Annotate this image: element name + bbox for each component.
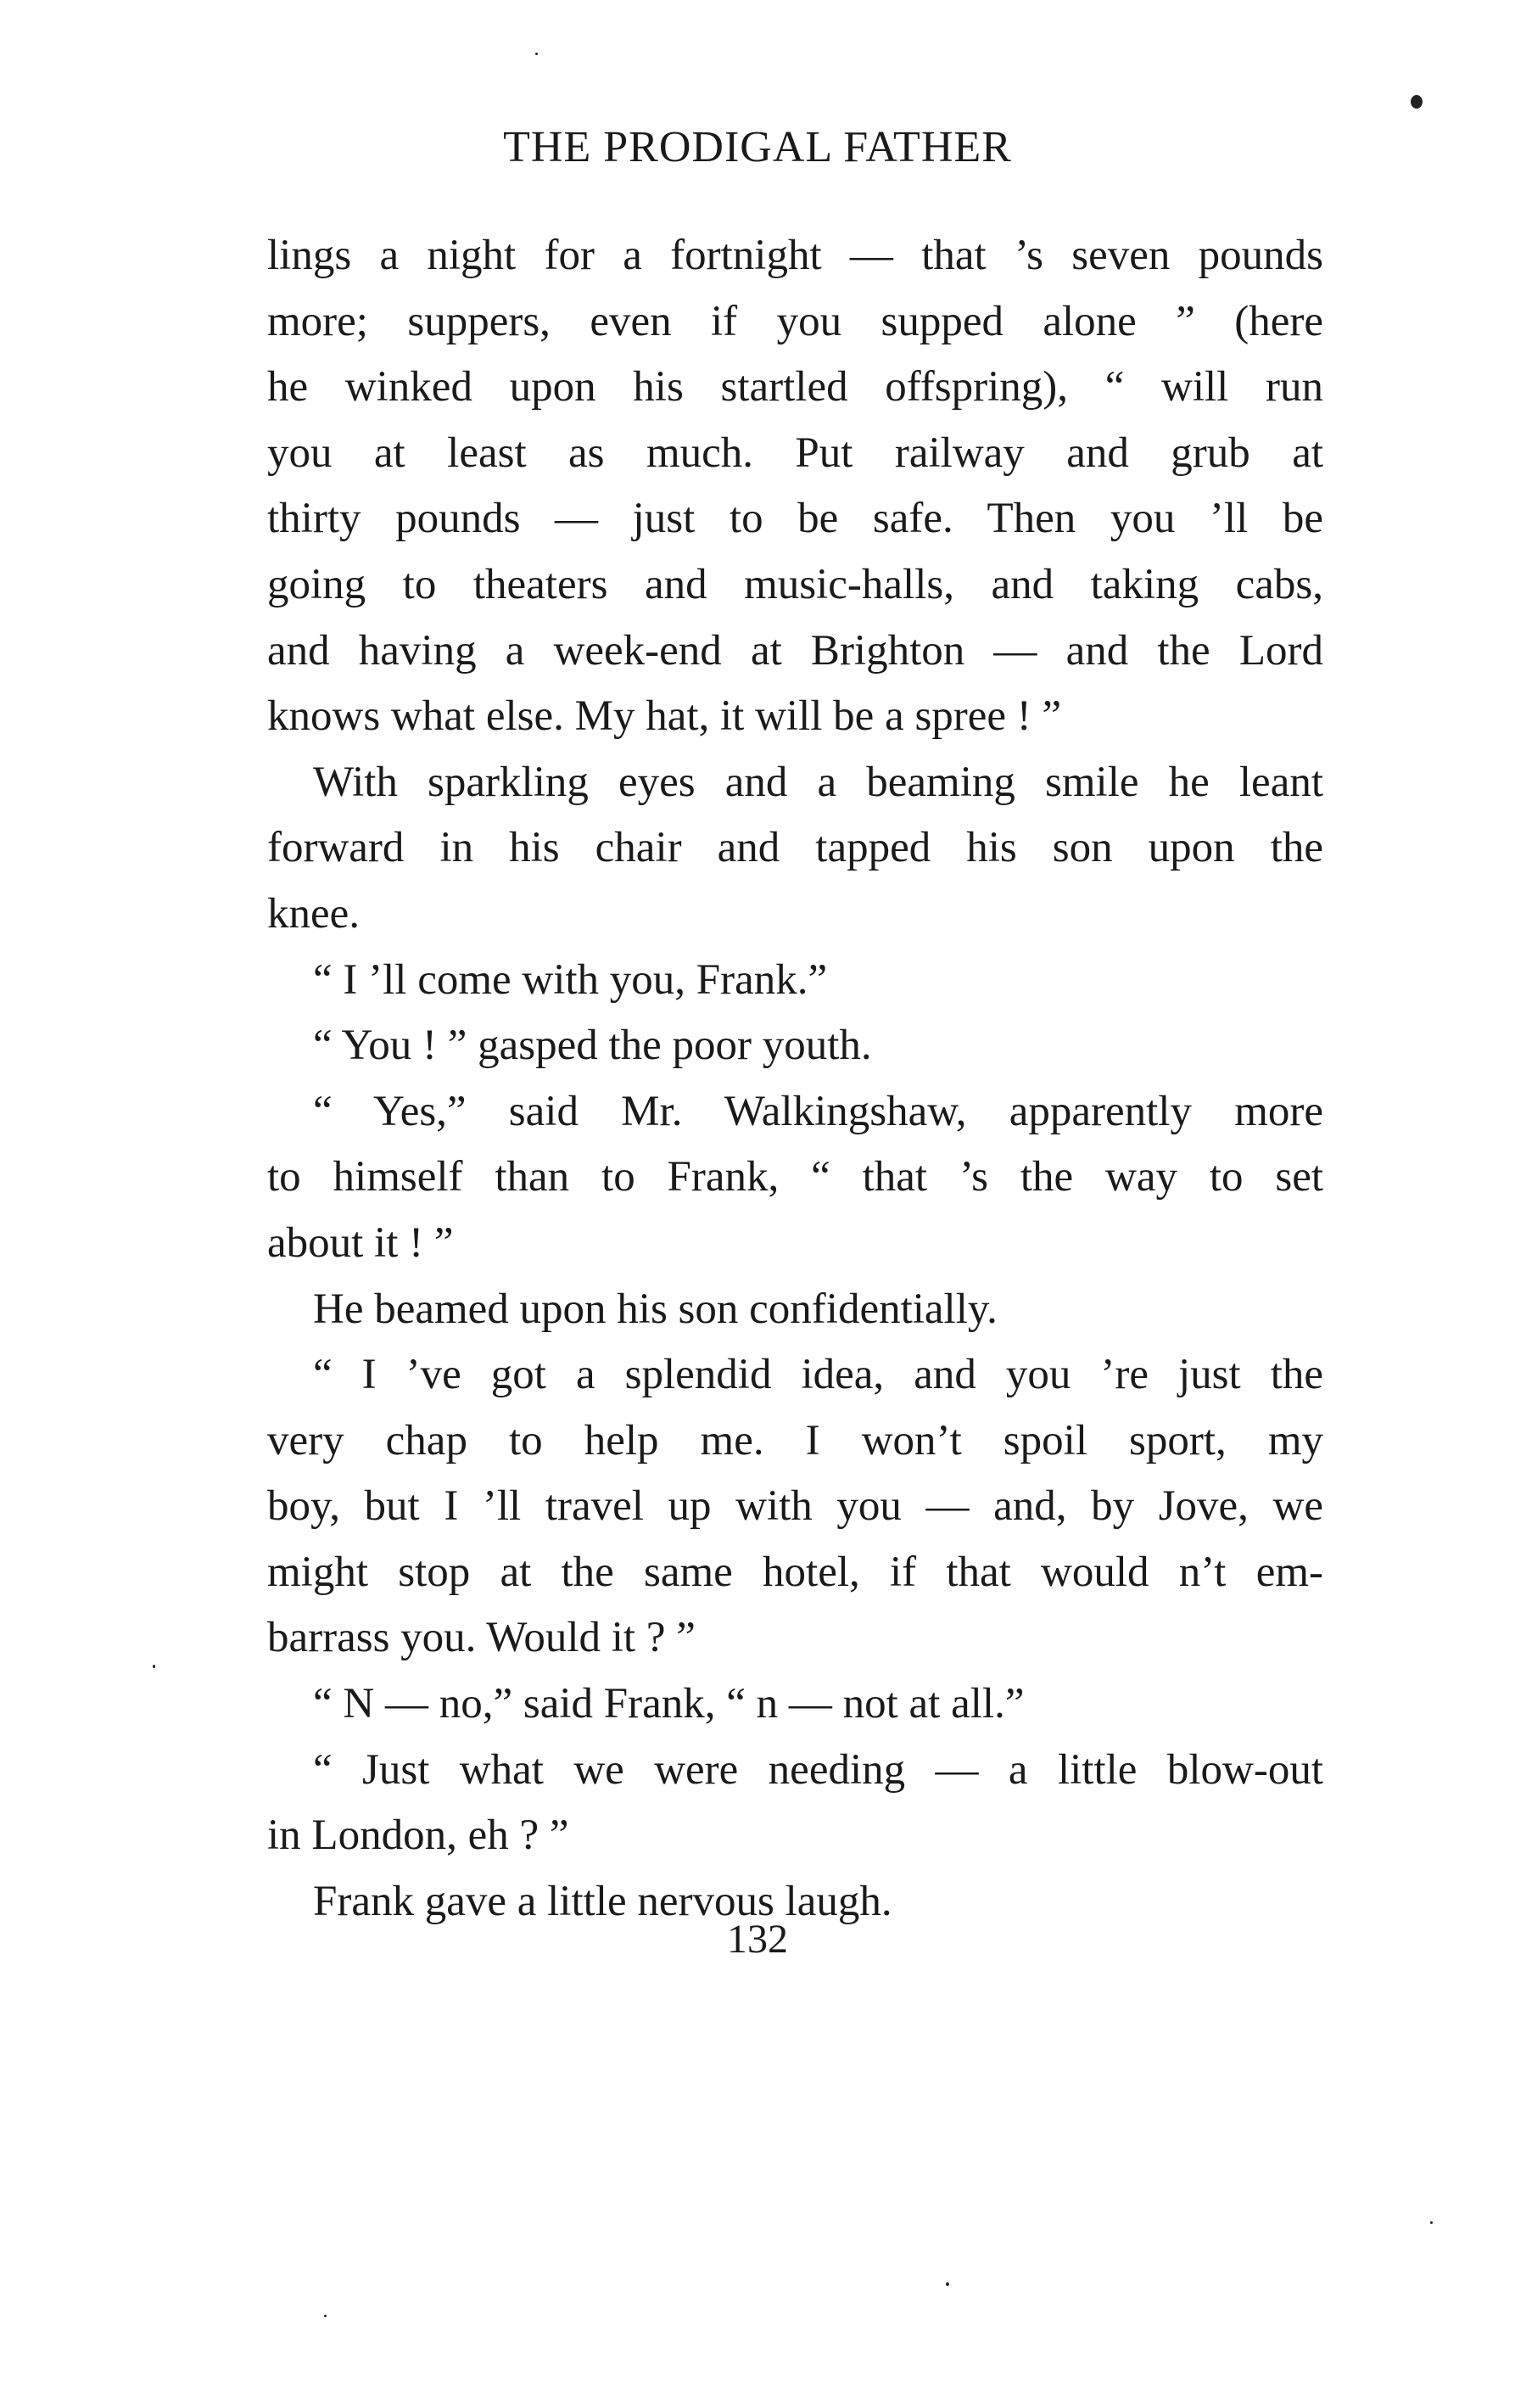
text-line: to himself than to Frank, “ that ’s the way to set — [267, 1153, 1323, 1201]
text-line: “ I ’ll come with you, Frank.” — [313, 955, 828, 1004]
scan-speck — [946, 2282, 949, 2286]
text-line: Frank gave a little nervous laugh. — [313, 1877, 892, 1925]
text-line: lings a night for a fortnight — that ’s seven pounds — [267, 232, 1323, 279]
text-line: he winked upon his startled offspring), “ will run — [267, 363, 1323, 412]
page-number: 132 — [727, 1917, 788, 1962]
text-line: “ Just what we were needing — a little blow-out — [313, 1745, 1323, 1794]
text-line: barrass you. Would it ? ” — [267, 1614, 696, 1662]
text-line: He beamed upon his son confidentially. — [313, 1285, 998, 1333]
text-line: you at least as much. Put railway and grub at — [267, 428, 1323, 477]
text-line: knee. — [267, 889, 361, 938]
scan-speck — [535, 53, 538, 55]
text-line: more; suppers, even if you supped alone ” (here — [267, 297, 1323, 345]
text-line: With sparkling eyes and a beaming smile he leant — [313, 758, 1323, 806]
text-line: in London, eh ? ” — [267, 1812, 569, 1860]
scan-speck — [153, 1665, 155, 1668]
text-line: very chap to help me. I won’t spoil sport, my — [267, 1416, 1323, 1464]
scan-speck — [1411, 95, 1423, 109]
scan-speck — [1430, 2221, 1433, 2224]
text-line: “ Yes,” said Mr. Walkingshaw, apparently more — [313, 1087, 1323, 1135]
text-line: “ I ’ve got a splendid idea, and you ’re just the — [313, 1351, 1323, 1399]
text-line: knows what else. My hat, it will be a spree ! ” — [267, 692, 1062, 741]
text-line: forward in his chair and tapped his son upon the — [267, 824, 1323, 872]
text-line: and having a week-end at Brighton — and the Lord — [267, 626, 1323, 675]
text-line: going to theaters and music-halls, and taking cabs, — [267, 560, 1323, 608]
text-line: thirty pounds — just to be safe. Then you ’ll be — [267, 495, 1323, 543]
body-text — [267, 223, 1323, 1935]
text-line: “ You ! ” gasped the poor youth. — [313, 1022, 872, 1070]
text-line: about it ! ” — [267, 1218, 454, 1267]
scan-speck — [324, 2315, 327, 2317]
text-line: boy, but I ’ll travel up with you — and, by Jove, we — [267, 1482, 1323, 1531]
running-head: THE PRODIGAL FATHER — [503, 123, 1012, 171]
text-line: might stop at the same hotel, if that would n’t em- — [267, 1548, 1323, 1596]
text-line: “ N — no,” said Frank, “ n — not at all.” — [313, 1680, 1025, 1728]
